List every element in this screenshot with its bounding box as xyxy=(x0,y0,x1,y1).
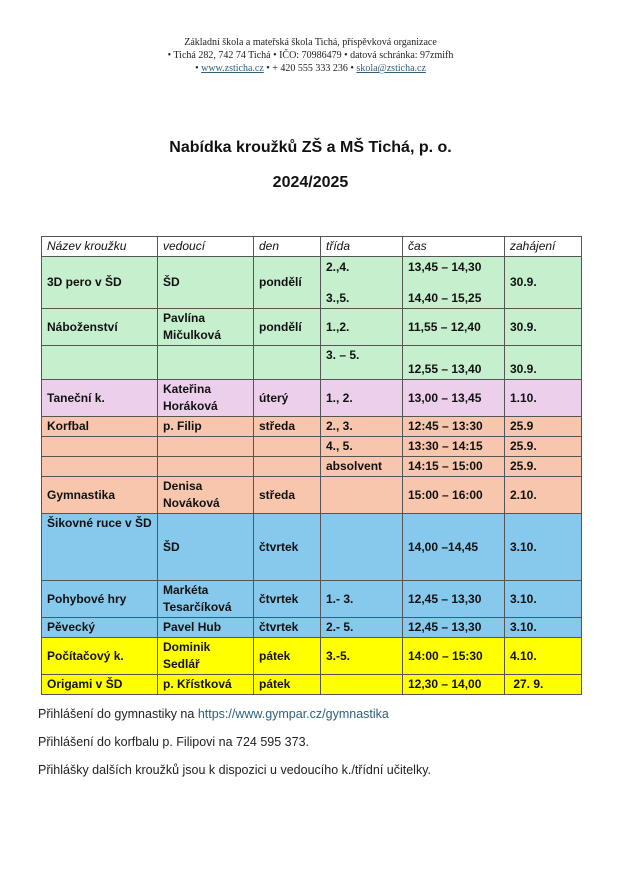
club-day: čtvrtek xyxy=(254,514,321,581)
club-leader: ŠD xyxy=(158,257,254,309)
club-class: 3. – 5. xyxy=(321,346,403,380)
club-name: Taneční k. xyxy=(42,380,158,417)
note-gymnastics xyxy=(38,707,389,721)
club-day: pátek xyxy=(254,675,321,695)
class-line: 2.,4. xyxy=(326,259,350,274)
col-header: třída xyxy=(321,237,403,257)
club-class: 2.- 5. xyxy=(321,618,403,638)
club-leader: Pavlína Mičulková xyxy=(158,309,254,346)
table-row xyxy=(42,309,582,346)
club-start: 3.10. xyxy=(505,514,582,581)
club-time: 11,55 – 12,40 xyxy=(403,309,505,346)
club-time: 14:15 – 15:00 xyxy=(403,457,505,477)
club-name: Korfbal xyxy=(42,417,158,437)
phone-text: • + 420 555 333 236 • xyxy=(266,63,354,74)
class-stack xyxy=(326,259,397,307)
time-line: 13,45 – 14,30 xyxy=(408,259,482,274)
club-day xyxy=(254,346,321,380)
club-start: 30.9. xyxy=(505,309,582,346)
table-row xyxy=(42,346,582,380)
col-header: Název kroužku xyxy=(42,237,158,257)
school-year: 2024/2025 xyxy=(272,174,349,191)
club-leader: Denisa Nováková xyxy=(158,477,254,514)
club-name xyxy=(42,346,158,380)
table-row xyxy=(42,437,582,457)
club-start: 27. 9. xyxy=(505,675,582,695)
note-korfbal: Přihlášení do korfbalu p. Filipovi na 724 595 373. xyxy=(38,735,310,749)
time-stack xyxy=(408,259,499,307)
club-time: 12:45 – 13:30 xyxy=(403,417,505,437)
club-time: 13:30 – 14:15 xyxy=(403,437,505,457)
club-time: 14:00 – 15:30 xyxy=(403,638,505,675)
club-time: 12,55 – 13,40 xyxy=(403,346,505,380)
club-start: 30.9. xyxy=(505,346,582,380)
col-header: den xyxy=(254,237,321,257)
club-leader: Pavel Hub xyxy=(158,618,254,638)
club-leader: p. Filip xyxy=(158,417,254,437)
school-contacts xyxy=(0,62,621,75)
website-link[interactable]: www.zsticha.cz xyxy=(201,63,264,74)
club-day: středa xyxy=(254,477,321,514)
club-class: 1.,2. xyxy=(321,309,403,346)
club-name: Origami v ŠD xyxy=(42,675,158,695)
club-leader: Markéta Tesarčíková xyxy=(158,581,254,618)
club-class: 3.-5. xyxy=(321,638,403,675)
club-name: Šikovné ruce v ŠD xyxy=(42,514,158,581)
table-row xyxy=(42,618,582,638)
table-row xyxy=(42,638,582,675)
club-day xyxy=(254,437,321,457)
club-day: středa xyxy=(254,417,321,437)
club-time: 12,45 – 13,30 xyxy=(403,618,505,638)
clubs-table xyxy=(41,236,582,695)
school-header xyxy=(0,36,621,75)
table-row xyxy=(42,477,582,514)
bullet: • xyxy=(195,63,199,74)
email-link[interactable]: skola@zsticha.cz xyxy=(356,63,426,74)
club-day xyxy=(254,457,321,477)
time-line: 14,40 – 15,25 xyxy=(408,290,482,305)
club-start: 4.10. xyxy=(505,638,582,675)
col-header: zahájení xyxy=(505,237,582,257)
club-time: 14,00 –14,45 xyxy=(403,514,505,581)
club-day: pondělí xyxy=(254,257,321,309)
page-title: Nabídka kroužků ZŠ a MŠ Tichá, p. o. xyxy=(169,139,452,156)
club-leader: Dominik Sedlář xyxy=(158,638,254,675)
col-header: vedoucí xyxy=(158,237,254,257)
club-leader xyxy=(158,457,254,477)
club-leader: Kateřina Horáková xyxy=(158,380,254,417)
club-time: 13,00 – 13,45 xyxy=(403,380,505,417)
club-time: 12,45 – 13,30 xyxy=(403,581,505,618)
table-header-row xyxy=(42,237,582,257)
table-row xyxy=(42,380,582,417)
note-other-clubs: Přihlášky dalších kroužků jsou k dispozici u vedoucího k./třídní učitelky. xyxy=(38,763,431,777)
club-time: 15:00 – 16:00 xyxy=(403,477,505,514)
club-day: pátek xyxy=(254,638,321,675)
club-leader xyxy=(158,437,254,457)
club-name: Gymnastika xyxy=(42,477,158,514)
club-start: 25.9. xyxy=(505,437,582,457)
club-leader: ŠD xyxy=(158,514,254,581)
club-name: 3D pero v ŠD xyxy=(42,257,158,309)
club-class: 4., 5. xyxy=(321,437,403,457)
club-leader: p. Křístková xyxy=(158,675,254,695)
club-day: úterý xyxy=(254,380,321,417)
club-name: Náboženství xyxy=(42,309,158,346)
club-start: 25.9 xyxy=(505,417,582,437)
school-name: Základní škola a mateřská škola Tichá, příspěvková organizace xyxy=(184,37,437,48)
club-start: 3.10. xyxy=(505,581,582,618)
club-class xyxy=(321,257,403,309)
club-class: absolvent xyxy=(321,457,403,477)
club-start: 25.9. xyxy=(505,457,582,477)
table-row xyxy=(42,457,582,477)
table-row xyxy=(42,514,582,581)
club-class: 1.- 3. xyxy=(321,581,403,618)
club-class: 2., 3. xyxy=(321,417,403,437)
club-time xyxy=(403,257,505,309)
club-day: čtvrtek xyxy=(254,618,321,638)
club-class xyxy=(321,477,403,514)
club-class xyxy=(321,675,403,695)
club-day: čtvrtek xyxy=(254,581,321,618)
club-start: 1.10. xyxy=(505,380,582,417)
note-gymnastics-text: Přihlášení do gymnastiky na xyxy=(38,707,198,721)
club-day: pondělí xyxy=(254,309,321,346)
gympar-link[interactable]: https://www.gympar.cz/gymnastika xyxy=(197,707,389,721)
club-class: 1., 2. xyxy=(321,380,403,417)
table-row xyxy=(42,675,582,695)
col-header: čas xyxy=(403,237,505,257)
club-class xyxy=(321,514,403,581)
club-start: 3.10. xyxy=(505,618,582,638)
club-name xyxy=(42,457,158,477)
club-name xyxy=(42,437,158,457)
club-start: 30.9. xyxy=(505,257,582,309)
table-row xyxy=(42,417,582,437)
class-line: 3.,5. xyxy=(326,290,350,305)
club-leader xyxy=(158,346,254,380)
club-name: Počítačový k. xyxy=(42,638,158,675)
school-address: • Tichá 282, 742 74 Tichá • IČO: 70986479 • datová schránka: 97zmifh xyxy=(167,50,454,61)
table-row xyxy=(42,257,582,309)
club-name: Pohybové hry xyxy=(42,581,158,618)
club-name: Pěvecký xyxy=(42,618,158,638)
club-start: 2.10. xyxy=(505,477,582,514)
club-time: 12,30 – 14,00 xyxy=(403,675,505,695)
table-row xyxy=(42,581,582,618)
